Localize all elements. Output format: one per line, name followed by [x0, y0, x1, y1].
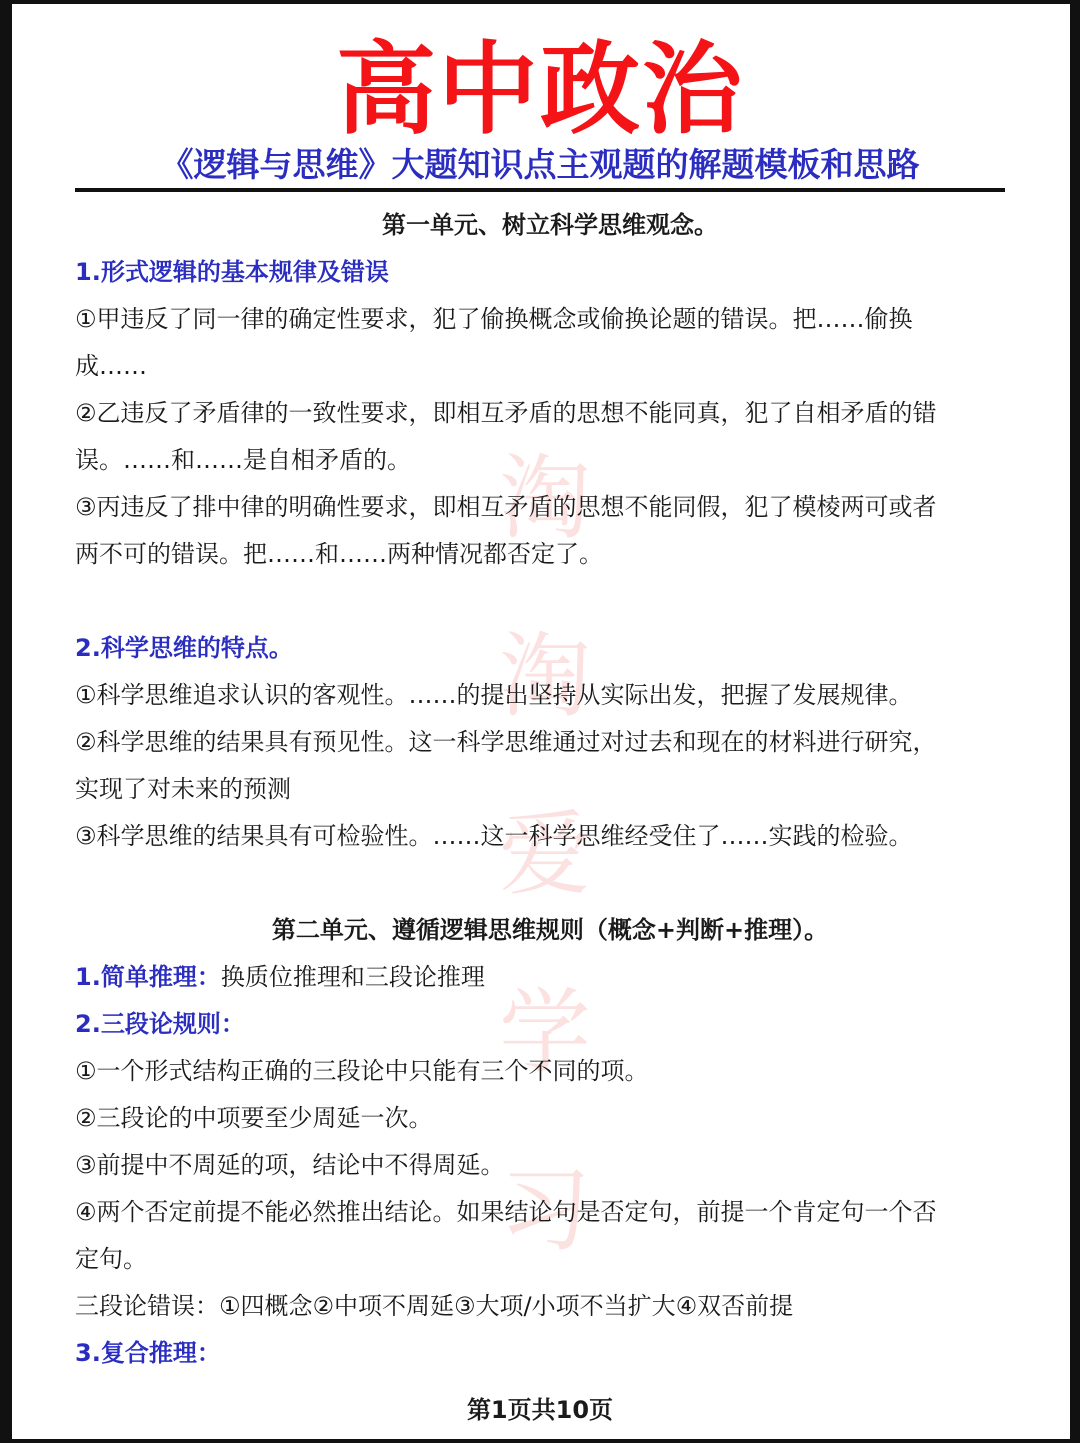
section-title: 3.复合推理： [75, 1339, 221, 1367]
unit1-heading: 第一单元、树立科学思维观念。 [382, 211, 718, 239]
document-body [75, 202, 1025, 1377]
section-title: 2.科学思维的特点。 [75, 634, 293, 662]
unit2-heading: 第二单元、遵循逻辑思维规则（概念+判断+推理）。 [271, 916, 829, 944]
text-line: ②科学思维的结果具有预见性。这一科学思维通过对过去和现在的材料进行研究， [75, 728, 937, 756]
text-line: 成…… [75, 352, 147, 380]
text-line: ④两个否定前提不能必然推出结论。如果结论句是否定句，前提一个肯定句一个否 [75, 1198, 937, 1226]
section-title: 1.简单推理： [75, 963, 221, 991]
text-line: 定句。 [75, 1245, 147, 1273]
text-line: ①一个形式结构正确的三段论中只能有三个不同的项。 [75, 1057, 649, 1085]
text-line: ①科学思维追求认识的客观性。……的提出坚持从实际出发，把握了发展规律。 [75, 681, 913, 709]
text-line: ②乙违反了矛盾律的一致性要求，即相互矛盾的思想不能同真，犯了自相矛盾的错 [75, 399, 937, 427]
page-title: 高中政治 [336, 31, 744, 148]
section-title: 1.形式逻辑的基本规律及错误 [75, 258, 389, 286]
page-number: 第1页共10页 [466, 1396, 614, 1424]
page-subtitle: 《逻辑与思维》大题知识点主观题的解题模板和思路 [160, 145, 920, 184]
text-line: ③前提中不周延的项，结论中不得周延。 [75, 1151, 505, 1179]
text-line: 误。……和……是自相矛盾的。 [75, 446, 411, 474]
text-line: 三段论错误：①四概念②中项不周延③大项/小项不当扩大④双否前提 [75, 1292, 794, 1320]
watermark: 淘 淘 爱 学 习 [498, 445, 591, 1264]
text-line: ③科学思维的结果具有可检验性。……这一科学思维经受住了……实践的检验。 [75, 822, 913, 850]
text-line: ①甲违反了同一律的确定性要求，犯了偷换概念或偷换论题的错误。把……偷换 [75, 305, 913, 333]
section-title: 2.三段论规则： [75, 1010, 245, 1038]
text-line: ③丙违反了排中律的明确性要求，即相互矛盾的思想不能同假，犯了模棱两可或者 [75, 493, 937, 521]
text-line: 换质位推理和三段论推理 [220, 963, 485, 991]
divider [75, 188, 1005, 192]
text-line: 实现了对未来的预测 [75, 775, 291, 803]
text-line: ②三段论的中项要至少周延一次。 [75, 1104, 433, 1132]
text-line: 两不可的错误。把……和……两种情况都否定了。 [75, 540, 603, 568]
